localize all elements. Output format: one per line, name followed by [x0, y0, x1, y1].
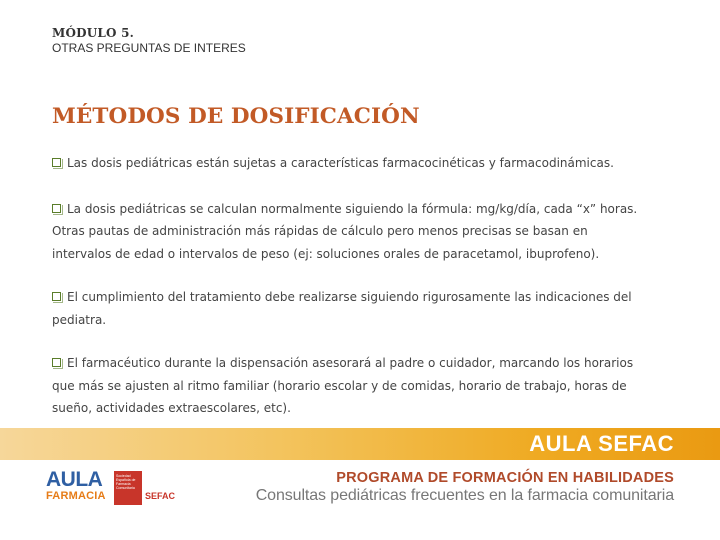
bullet-text: Las dosis pediátricas están sujetas a características farmacocinéticas y farmacodinámicas.: [67, 156, 614, 170]
bullet-text: sueño, actividades extraescolares, etc).: [52, 401, 291, 415]
sefac-logo: [114, 471, 176, 505]
bullet-text: intervalos de edad o intervalos de peso (ej: soluciones orales de paracetamol, ibuprofeno).: [52, 246, 600, 261]
module-title: MÓDULO 5.: [52, 26, 135, 40]
program-subtitle: Consultas pediátricas frecuentes en la farmacia comunitaria: [255, 487, 674, 504]
checkbox-square-icon: [52, 204, 61, 213]
program-banner: [256, 470, 674, 505]
sefac-logo-text: SEFAC: [145, 491, 176, 501]
bullet-text: El farmacéutico durante la dispensación asesorará al padre o cuidador, marcando los horarios: [67, 356, 634, 370]
bullet-item: [52, 198, 672, 266]
page-title: MÉTODOS DE DOSIFICACIÓN: [52, 104, 420, 129]
module-heading: [52, 26, 246, 55]
logo-aula-text: AULA: [46, 468, 103, 491]
bullet-text: El cumplimiento del tratamiento debe realizarse siguiendo rigurosamente las indicaciones del: [67, 290, 632, 304]
bullet-text: que más se ajusten al ritmo familiar (horario escolar y de comidas, horario de trabajo, horas de: [52, 378, 627, 393]
bullet-list: [52, 150, 672, 420]
sefac-logo-block: Sociedad Española de Farmacia Comunitaria: [114, 471, 142, 505]
checkbox-square-icon: [52, 358, 61, 367]
bullet-text: La dosis pediátricas se calculan normalmente siguiendo la fórmula: mg/kg/día, cada “x” horas.: [67, 201, 638, 216]
program-title-strong: PROGRAMA: [336, 470, 424, 486]
bullet-item: [52, 286, 672, 331]
module-subtitle: OTRAS PREGUNTAS DE INTERES: [52, 41, 246, 55]
program-title-rest: DE FORMACIÓN EN HABILIDADES: [423, 470, 674, 486]
bullet-item: [52, 352, 672, 420]
logo-farmacia-text: FARMACIA: [46, 490, 106, 502]
bullet-item: [52, 152, 672, 175]
aula-farmacia-logo: [46, 470, 106, 506]
program-title: [256, 470, 674, 486]
bullet-text: Otras pautas de administración más rápidas de cálculo pero menos precisas se basan en: [52, 224, 588, 238]
checkbox-square-icon: [52, 292, 61, 301]
bullet-text: pediatra.: [52, 312, 107, 327]
footer-brand: AULA SEFAC: [529, 431, 674, 456]
checkbox-square-icon: [52, 158, 61, 167]
